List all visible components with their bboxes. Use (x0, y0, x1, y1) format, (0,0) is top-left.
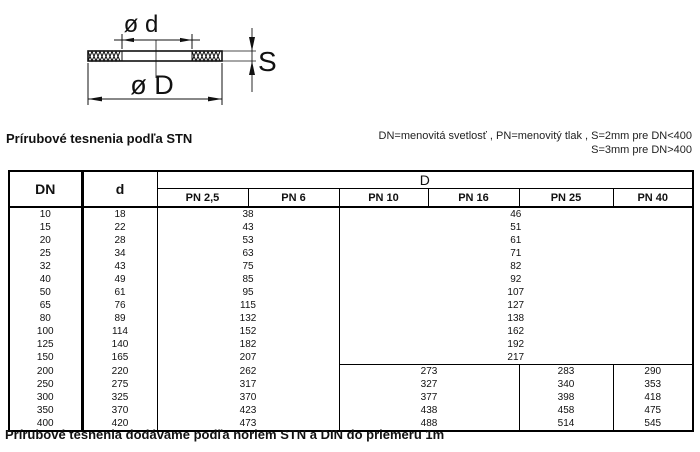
d-cell: 275 (82, 378, 157, 391)
dn-cell: 65 (9, 299, 82, 312)
d-cell: 28 (82, 234, 157, 247)
table-header (9, 171, 693, 207)
col-header-dn: DN (9, 171, 82, 207)
D-pn25-6-cell: 63 (157, 247, 339, 260)
D-pn10-16-cell: 327 (339, 378, 519, 391)
table-row (9, 338, 693, 351)
D-pn25-6-cell: 152 (157, 325, 339, 338)
D-pn25-6-cell: 38 (157, 207, 339, 221)
dn-cell: 250 (9, 378, 82, 391)
col-header-D: D (157, 171, 693, 189)
table-row (9, 325, 693, 338)
D-pn25-6-cell: 95 (157, 286, 339, 299)
d-cell: 420 (82, 417, 157, 431)
table-row (9, 312, 693, 325)
D-pn10-40-cell: 138 (507, 313, 525, 324)
D-pn40-cell: 290 (613, 365, 693, 379)
d-cell: 18 (82, 207, 157, 221)
dn-cell: 100 (9, 325, 82, 338)
D-pn25-cell: 340 (519, 378, 613, 391)
col-header-pn6: PN 6 (248, 189, 339, 208)
D-pn25-6-cell: 75 (157, 260, 339, 273)
D-pn25-6-cell: 370 (157, 391, 339, 404)
table-row (9, 207, 693, 221)
D-pn40-cell: 353 (644, 379, 662, 390)
col-header-pn16: PN 16 (428, 189, 519, 208)
D-pn10-40-cell: 92 (510, 274, 522, 285)
table-row (9, 286, 693, 299)
D-pn25-6-cell: 182 (157, 338, 339, 351)
dim-label-D: ø D (130, 70, 174, 100)
D-pn25-cell: 514 (519, 417, 613, 431)
table-row (9, 260, 693, 273)
abbreviation-note (379, 129, 692, 157)
d-cell: 370 (82, 404, 157, 417)
D-pn25-6-cell: 262 (157, 365, 339, 379)
table-row (9, 221, 693, 234)
D-pn25-6-cell: 43 (157, 221, 339, 234)
dn-cell: 200 (9, 365, 82, 379)
D-pn25-6-cell: 473 (157, 417, 339, 431)
d-cell: 61 (82, 286, 157, 299)
table-row (9, 391, 693, 404)
dn-cell: 40 (9, 273, 82, 286)
dn-cell: 80 (9, 312, 82, 325)
dn-cell: 125 (9, 338, 82, 351)
dn-cell: 25 (9, 247, 82, 260)
d-cell: 220 (82, 365, 157, 379)
D-pn25-6-cell: 53 (157, 234, 339, 247)
D-pn10-16-cell: 377 (339, 391, 519, 404)
D-pn10-40-cell: 51 (510, 222, 522, 233)
D-pn10-40-cell: 162 (507, 326, 525, 337)
col-header-pn40: PN 40 (613, 189, 693, 208)
D-pn10-40-cell: 107 (507, 287, 525, 298)
dn-cell: 20 (9, 234, 82, 247)
table-row (9, 404, 693, 417)
table-row (9, 247, 693, 260)
d-cell: 43 (82, 260, 157, 273)
table-row (9, 299, 693, 312)
note-line-2: S=3mm pre DN>400 (591, 144, 692, 156)
D-pn25-6-cell: 207 (157, 351, 339, 365)
D-pn40-cell: 475 (644, 405, 662, 416)
D-pn25-cell: 458 (519, 404, 613, 417)
d-cell: 89 (82, 312, 157, 325)
D-pn25-6-cell: 423 (157, 404, 339, 417)
table-row (9, 378, 693, 391)
d-cell: 114 (82, 325, 157, 338)
d-cell: 76 (82, 299, 157, 312)
D-pn10-16-cell: 438 (339, 404, 519, 417)
page-title: Prírubové tesnenia podľa STN (6, 131, 193, 146)
D-pn10-16-cell: 488 (339, 417, 519, 431)
D-pn25-6-cell: 317 (157, 378, 339, 391)
footer-note: Prírubové tesnenia dodávame podľa noriem STN a DIN do priemeru 1m (5, 427, 445, 442)
D-pn40-cell: 418 (644, 392, 662, 403)
d-cell: 140 (82, 338, 157, 351)
col-header-pn25b: PN 25 (519, 189, 613, 208)
dn-cell: 350 (9, 404, 82, 417)
D-pn10-40-cell: 61 (510, 235, 522, 246)
col-header-pn10: PN 10 (339, 189, 428, 208)
col-header-pn25: PN 2,5 (157, 189, 248, 208)
D-pn25-6-cell: 132 (157, 312, 339, 325)
table-row (9, 273, 693, 286)
D-pn10-40-cell: 217 (507, 352, 525, 363)
table-row (9, 365, 693, 379)
D-pn25-cell: 283 (519, 365, 613, 379)
note-line-1: DN=menovitá svetlosť , PN=menovitý tlak , S=2mm pre DN<400 (378, 130, 692, 142)
D-pn10-40-cell: 127 (507, 300, 525, 311)
d-cell: 34 (82, 247, 157, 260)
dn-cell: 50 (9, 286, 82, 299)
d-cell: 165 (82, 351, 157, 365)
D-pn10-16-cell: 273 (339, 365, 519, 379)
table-row (9, 351, 693, 365)
gasket-dimensions-table (8, 170, 694, 432)
d-cell: 22 (82, 221, 157, 234)
dim-label-d: ø d (123, 11, 159, 38)
D-pn10-40-cell: 46 (510, 209, 522, 220)
d-cell: 49 (82, 273, 157, 286)
dn-cell: 15 (9, 221, 82, 234)
dn-cell: 32 (9, 260, 82, 273)
D-pn10-40-cell: 192 (507, 339, 525, 350)
D-pn40-cell: 545 (644, 418, 662, 429)
dim-label-S: S (258, 46, 277, 77)
dn-cell: 400 (9, 417, 82, 431)
D-pn25-6-cell: 85 (157, 273, 339, 286)
dn-cell: 300 (9, 391, 82, 404)
dn-cell: 10 (9, 207, 82, 221)
gasket-cross-section-diagram (78, 4, 293, 122)
D-pn10-40-cell: 71 (510, 248, 522, 259)
col-header-d: d (82, 171, 157, 207)
D-pn25-6-cell: 115 (157, 299, 339, 312)
D-pn10-40-cell: 82 (510, 261, 522, 272)
d-cell: 325 (82, 391, 157, 404)
D-pn25-cell: 398 (519, 391, 613, 404)
dn-cell: 150 (9, 351, 82, 365)
table-body (9, 207, 693, 431)
table-row (9, 234, 693, 247)
